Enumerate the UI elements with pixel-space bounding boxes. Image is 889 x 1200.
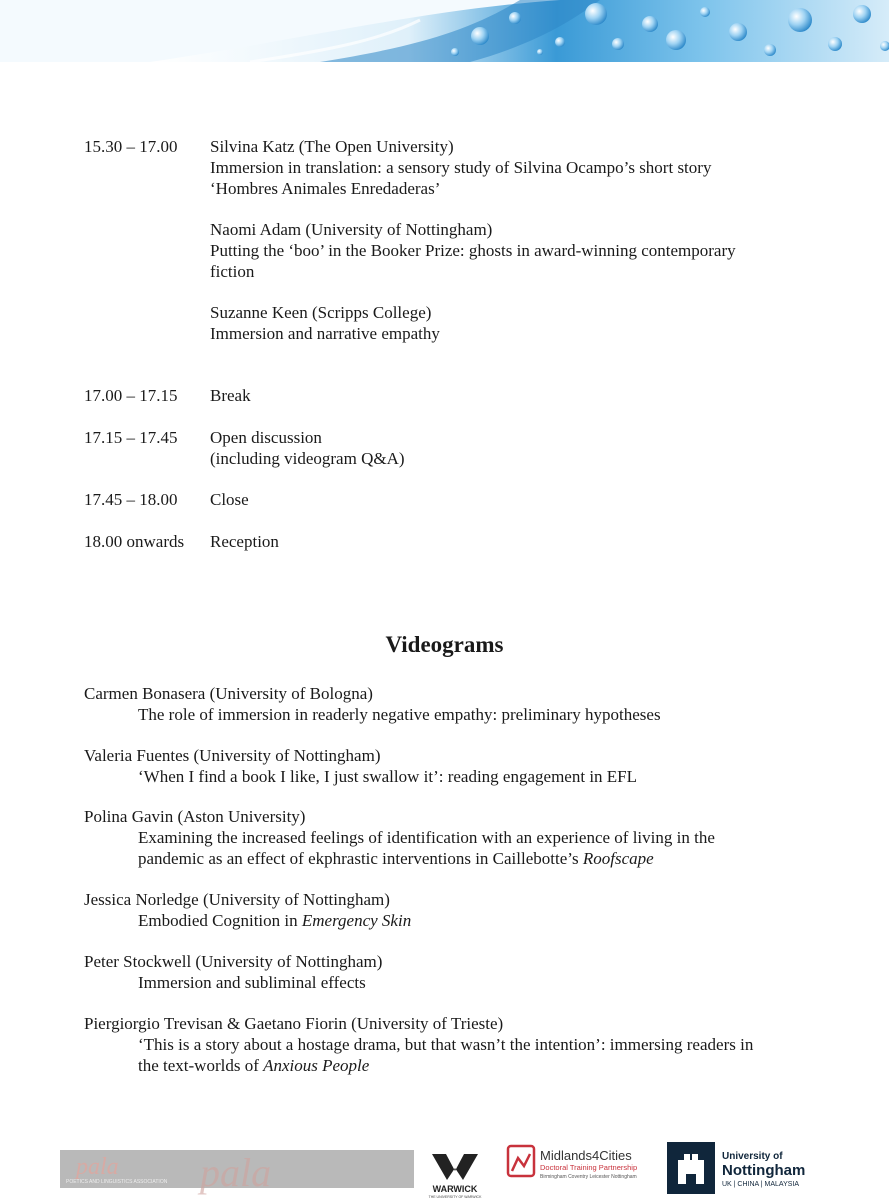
warwick-logo [429,1154,482,1199]
videogram-author: Polina Gavin (Aston University) [84,807,306,826]
schedule-time: 18.00 onwards [84,532,185,551]
videogram-title-line: Examining the increased feelings of identification with an experience of living in the [138,828,715,847]
schedule-time: 17.00 – 17.15 [84,386,178,405]
videogram-author: Valeria Fuentes (University of Nottingham) [84,746,381,765]
talk-title-line: fiction [210,262,255,281]
videogram-author: Peter Stockwell (University of Nottingham) [84,952,383,971]
m4c-partnership: Doctoral Training Partnership [540,1163,638,1172]
videogram-title-line: the text-worlds of Anxious People [138,1056,370,1075]
schedule-item: (including videogram Q&A) [210,449,405,468]
speaker-name: Suzanne Keen (Scripps College) [210,303,432,322]
videogram-title-line: pandemic as an effect of ekphrastic interventions in Caillebotte’s Roofscape [138,849,654,868]
schedule-time: 17.15 – 17.45 [84,428,178,447]
talk-title-line: Putting the ‘boo’ in the Booker Prize: ghosts in award-winning contemporary [210,241,736,260]
warwick-subtitle: THE UNIVERSITY OF WARWICK [428,1195,482,1199]
videogram-author: Carmen Bonasera (University of Bologna) [84,684,373,703]
schedule-item: Open discussion [210,428,322,447]
schedule-time: 17.45 – 18.00 [84,490,178,509]
videograms-heading: Videograms [385,632,504,657]
speaker-name: Silvina Katz (The Open University) [210,137,454,156]
pala-subtitle: POETICS AND LINGUISTICS ASSOCIATION [66,1179,168,1185]
talk-title-line: Immersion in translation: a sensory study of Silvina Ocampo’s short story [210,158,712,177]
m4c-name: Midlands4Cities [540,1148,632,1163]
m4c-cities: Birmingham Coventry Leicester Nottingham [540,1174,637,1180]
warwick-name: WARWICK [432,1184,478,1194]
schedule-item: Reception [210,532,279,551]
pala-logo-watermark: pala [200,1150,272,1195]
uon-line1: University of [722,1151,783,1162]
videogram-title-line: Embodied Cognition in Emergency Skin [138,911,412,930]
uon-line2: Nottingham [722,1162,806,1179]
videogram-title-line: ‘This is a story about a hostage drama, but that wasn’t the intention’: immersing readers in [138,1035,754,1054]
schedule-time: 15.30 – 17.00 [84,137,178,156]
videogram-author: Jessica Norledge (University of Nottingham) [84,890,390,909]
videogram-title-line: ‘When I find a book I like, I just swallow it’: reading engagement in EFL [138,767,638,786]
footer-logos [0,1138,889,1200]
schedule-item: Close [210,490,249,509]
talk-title-line: Immersion and narrative empathy [210,324,440,343]
nottingham-logo [667,1142,805,1194]
videogram-author: Piergiorgio Trevisan & Gaetano Fiorin (University of Trieste) [84,1014,504,1033]
uon-line3: UK | CHINA | MALAYSIA [722,1181,800,1188]
speaker-name: Naomi Adam (University of Nottingham) [210,220,493,239]
talk-title-line: ‘Hombres Animales Enredaderas’ [210,179,441,198]
schedule-item: Break [210,386,251,405]
videogram-title-line: The role of immersion in readerly negative empathy: preliminary hypotheses [138,705,661,724]
midlands4cities-logo [508,1146,637,1180]
pala-logo [60,1150,414,1195]
pala-logo-text: pala [76,1154,119,1180]
water-splash-banner [0,0,889,62]
videogram-title-line: Immersion and subliminal effects [138,973,366,992]
